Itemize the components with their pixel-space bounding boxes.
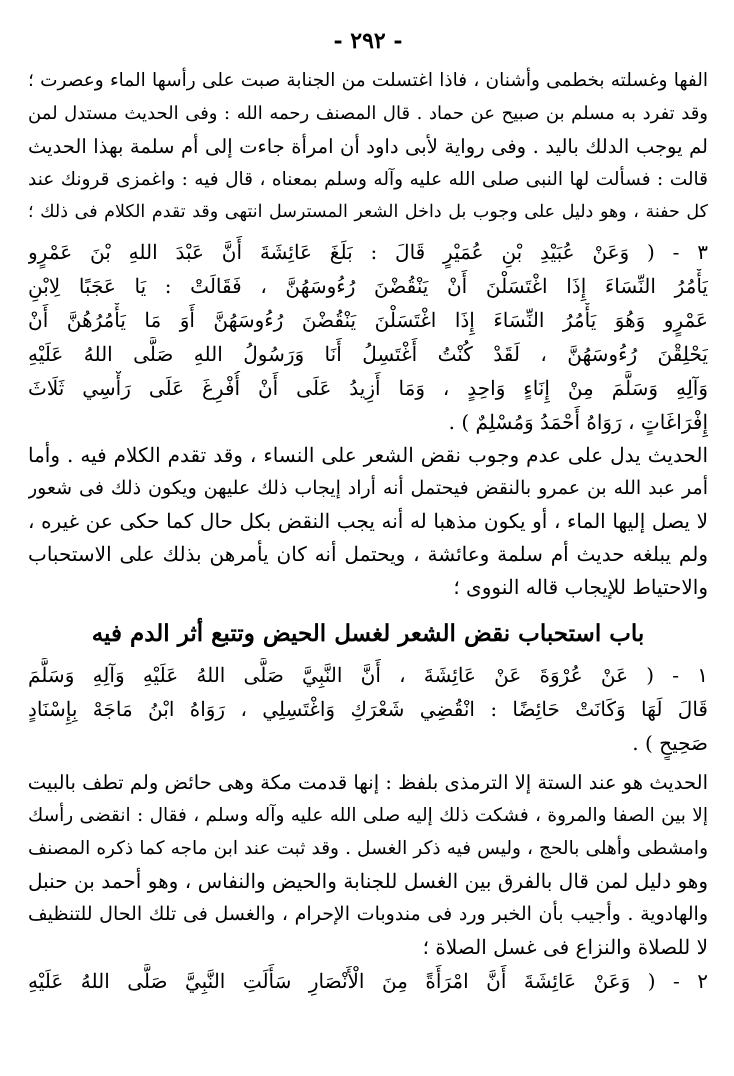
text-line: كل حفنة ، وهو دليل على وجوب بل داخل الشعر المسترسل انتهى وقد تقدم الكلام فى ذلك ؛ xyxy=(28,202,708,222)
hadith-3 xyxy=(28,235,708,439)
text-line: ولم يبلغه حديث أم سلمة وعائشة ، ويحتمل أنه كان يأمرهن بذلك على الاستحباب xyxy=(28,542,708,566)
chapter-heading: باب استحباب نقض الشعر لغسل الحيض وتتبع أثر الدم فيه xyxy=(91,620,645,647)
text-line: وقد تفرد به مسلم بن صبيح عن حماد . قال المصنف رحمه الله : وفى الحديث مستدل لمن xyxy=(28,103,708,124)
text-line: لم يوجب الدلك باليد . وفى رواية لأبى داود أن امرأة جاءت إلى أم سلمة بهذا الحديث xyxy=(28,135,708,158)
text-line: الفها وغسلته بخطمى وأشنان ، فاذا اغتسلت من الجنابة صبت على رأسها الماء وعصرت ؛ xyxy=(28,70,708,91)
text-line: أمر عبد الله بن عمرو بالنقض فيحتمل أنه أراد إيجاب ذلك عليهن ويكون ذلك فى شعور xyxy=(28,477,708,499)
paragraph-commentary-2 xyxy=(28,439,708,604)
text-line: والاحتياط للإيجاب قاله النووى ؛ xyxy=(453,575,708,599)
page-number: - ٢٩٢ - xyxy=(333,28,403,54)
text-line: لا للصلاة والنزاع فى غسل الصلاة ؛ xyxy=(422,935,708,959)
text-line: الحديث يدل على عدم وجوب نقض الشعر على النساء ، وقد تقدم الكلام فيه . وأما xyxy=(28,443,708,467)
hadith-line: ٣ - ( وَعَنْ عُبَيْدِ بْنِ عُمَيْرٍ قَالَ : بَلَغَ عَائِشَةَ أَنَّ عَبْدَ اللهِ بْنَ عَمْرٍو xyxy=(28,240,708,264)
hadith-line: ٢ - ( وَعَنْ عَائِشَةَ أَنَّ امْرَأَةً مِنَ الْأَنْصَارِ سَأَلَتِ النَّبِيَّ صَلَّى اللهُ عَلَيْهِ xyxy=(28,969,708,993)
text-line: قالت : فسألت لها النبى صلى الله عليه وآله وسلم بمعناه ، قال فيه : واغمزى قرونك عند xyxy=(28,169,708,190)
hadith-line: قَالَ لَهَا وَكَانَتْ حَائِضًا : انْقُضِي شَعْرَكِ وَاغْتَسِلِي ، رَوَاهُ ابْنُ مَاجَهْ بِإِسْنَادٍ xyxy=(28,697,708,721)
document-page xyxy=(28,28,708,1068)
hadith-line: إِفْرَاغَاتٍ ، رَوَاهُ أَحْمَدُ وَمُسْلِمٌ ) . xyxy=(448,410,708,434)
text-line: والهادوية . وأجيب بأن الخبر ورد فى مندوبات الإحرام ، والغسل فى تلك الحال للتنظيف xyxy=(28,903,708,925)
hadith-2 xyxy=(28,964,708,998)
hadith-line: يَحْلِقْنَ رُءُوسَهُنَّ ، لَقَدْ كُنْتُ أَغْتَسِلُ أَنَا وَرَسُولُ اللهِ صَلَّى اللهُ عَلَيْهِ xyxy=(28,342,708,366)
text-line: إلا بين الصفا والمروة ، فشكت ذلك إليه صلى الله عليه وآله وسلم ، فقال : انقضى رأسك xyxy=(28,805,708,826)
hadith-line: ١ - ( عَنْ عُرْوَةَ عَنْ عَائِشَةَ ، أَنَّ النَّبِيَّ صَلَّى اللهُ عَلَيْهِ وَآلِهِ وَسَلَّمَ xyxy=(28,663,708,687)
text-line: الحديث هو عند الستة إلا الترمذى بلفظ : إنها قدمت مكة وهى حائض ولم تطف بالبيت xyxy=(28,771,708,794)
hadith-line: يَأْمُرُ النِّسَاءَ إِذَا اغْتَسَلْنَ أَنْ يَنْقُضْنَ رُءُوسَهُنَّ ، فَقَالَتْ : يَا عَجَبًا لِابْنِ xyxy=(28,274,708,298)
text-line: لا يصل إليها الماء ، أو يكون مذهبا له أنه يجب النقض بكل حال كما حكى عن غيره ، xyxy=(28,509,708,533)
hadith-line: وَآلِهِ وَسَلَّمَ مِنْ إِنَاءٍ وَاحِدٍ ، وَمَا أَزِيدُ عَلَى أَنْ أُفْرِغَ عَلَى رَأْسِي ثَلَاثَ xyxy=(28,376,708,400)
paragraph-commentary-1 xyxy=(28,64,708,229)
hadith-line: صَحِيحٍ ) . xyxy=(632,731,708,755)
text-line: وهو دليل لمن قال بالفرق بين الغسل للجنابة والحيض والنفاس ، وهو أحمد بن حنبل xyxy=(28,869,708,893)
paragraph-commentary-3 xyxy=(28,766,708,964)
hadith-1 xyxy=(28,658,708,760)
hadith-line: عَمْرٍو وَهُوَ يَأْمُرُ النِّسَاءَ إِذَا اغْتَسَلْنَ يَنْقُضْنَ رُءُوسَهُنَّ أَوَ مَا يَأْمُرُهُنَّ أَنْ xyxy=(28,308,708,332)
text-line: وامشطى وأهلى بالحج ، وليس فيه ذكر الغسل . وقد ثبت عند ابن ماجه كما ذكره المصنف xyxy=(28,838,708,859)
